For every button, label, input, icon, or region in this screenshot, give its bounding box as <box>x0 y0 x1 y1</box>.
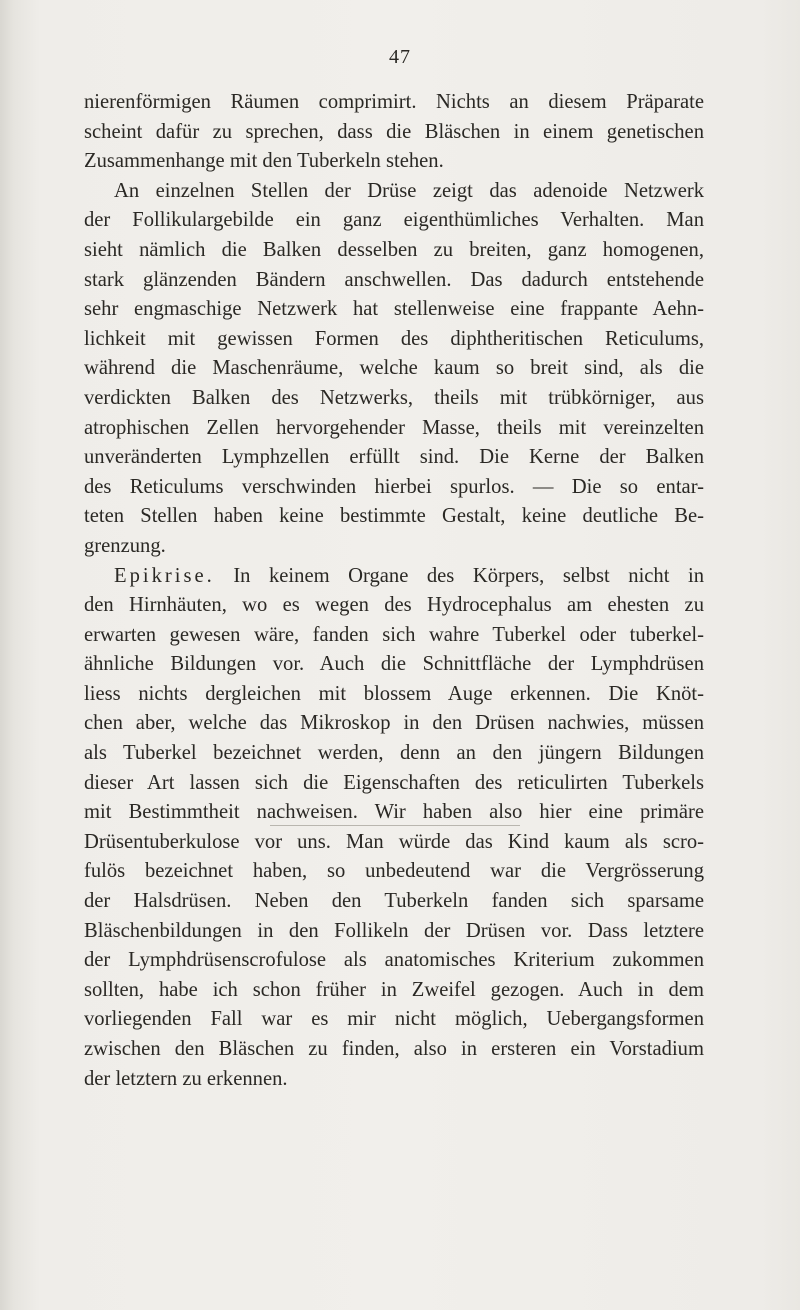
text-line-epikrise <box>84 562 704 592</box>
text-line: teten Stellen haben keine bestimmte Gestalt, keine deutliche Be- <box>84 505 704 528</box>
text-line: scheint dafür zu sprechen, dass die Bläschen in einem genetischen <box>84 120 704 143</box>
body-text <box>84 88 704 1094</box>
text-line: nierenförmigen Räumen comprimirt. Nichts an diesem Präparate <box>84 91 704 113</box>
text-line: Drüsentuberkulose vor uns. Man würde das Kind kaum als scro- <box>84 830 704 853</box>
text-line: stark glänzenden Bändern anschwellen. Das dadurch entstehende <box>84 268 704 291</box>
text-line: sehr engmaschige Netzwerk hat stellenweise eine frappante Aehn- <box>84 298 704 321</box>
text-line: verdickten Balken des Netzwerks, theils mit trübkörniger, aus <box>84 386 704 409</box>
page-number: 47 <box>389 46 411 68</box>
text-line: der Lymphdrüsenscrofulose als anatomisches Kriterium zukommen <box>84 949 704 972</box>
text-line: sieht nämlich die Balken desselben zu breiten, ganz homogenen, <box>84 238 704 261</box>
text-line: als Tuberkel bezeichnet werden, denn an den jüngern Bildungen <box>84 742 704 765</box>
text-line: Bläschenbildungen in den Follikeln der Drüsen vor. Dass letztere <box>84 919 704 942</box>
text-line: ähnliche Bildungen vor. Auch die Schnittfläche der Lymphdrüsen <box>84 653 704 676</box>
epikrise-heading: Epikrise. <box>114 564 215 587</box>
text-line: atrophischen Zellen hervorgehender Masse, theils mit vereinzelten <box>84 416 704 439</box>
text-line: den Hirnhäuten, wo es wegen des Hydrocephalus am ehesten zu <box>84 594 704 617</box>
text-line: mit Bestimmtheit nachweisen. Wir haben also hier eine primäre <box>84 801 704 824</box>
text-line: zwischen den Bläschen zu finden, also in ersteren ein Vorstadium <box>84 1038 704 1060</box>
text-line: lichkeit mit gewissen Formen des diphtheritischen Reticulums, <box>84 327 704 350</box>
text-line: des Reticulums verschwinden hierbei spurlos. — Die so entar- <box>84 475 704 498</box>
text-line: erwarten gewesen wäre, fanden sich wahre Tuberkel oder tuberkel- <box>84 623 704 646</box>
text-line: vorliegenden Fall war es mir nicht möglich, Uebergangsformen <box>84 1008 704 1031</box>
text-line: fulös bezeichnet haben, so unbedeutend war die Vergrösserung <box>84 860 704 883</box>
text-line: der letztern zu erkennen. <box>84 1067 288 1090</box>
text-line: grenzung. <box>84 534 166 557</box>
text-line-content: In keinem Organe des Körpers, selbst nicht in <box>233 564 704 587</box>
text-line: unveränderten Lymphzellen erfüllt sind. Die Kerne der Balken <box>84 446 704 469</box>
text-line: der Follikulargebilde ein ganz eigenthümliches Verhalten. Man <box>84 209 704 232</box>
text-line: während die Maschenräume, welche kaum so breit sind, als die <box>84 357 704 380</box>
text-line: chen aber, welche das Mikroskop in den Drüsen nachwies, müssen <box>84 712 704 735</box>
text-line: Zusammenhange mit den Tuberkeln stehen. <box>84 150 444 173</box>
section-divider <box>270 825 520 826</box>
text-line: sollten, habe ich schon früher in Zweifel gezogen. Auch in dem <box>84 978 704 1001</box>
text-line: der Halsdrüsen. Neben den Tuberkeln fanden sich sparsame <box>84 890 704 913</box>
text-line: liess nichts dergleichen mit blossem Auge erkennen. Die Knöt- <box>84 682 704 705</box>
text-line: dieser Art lassen sich die Eigenschaften des reticulirten Tuberkels <box>84 771 704 794</box>
text-line: An einzelnen Stellen der Drüse zeigt das adenoide Netzwerk <box>114 179 704 202</box>
